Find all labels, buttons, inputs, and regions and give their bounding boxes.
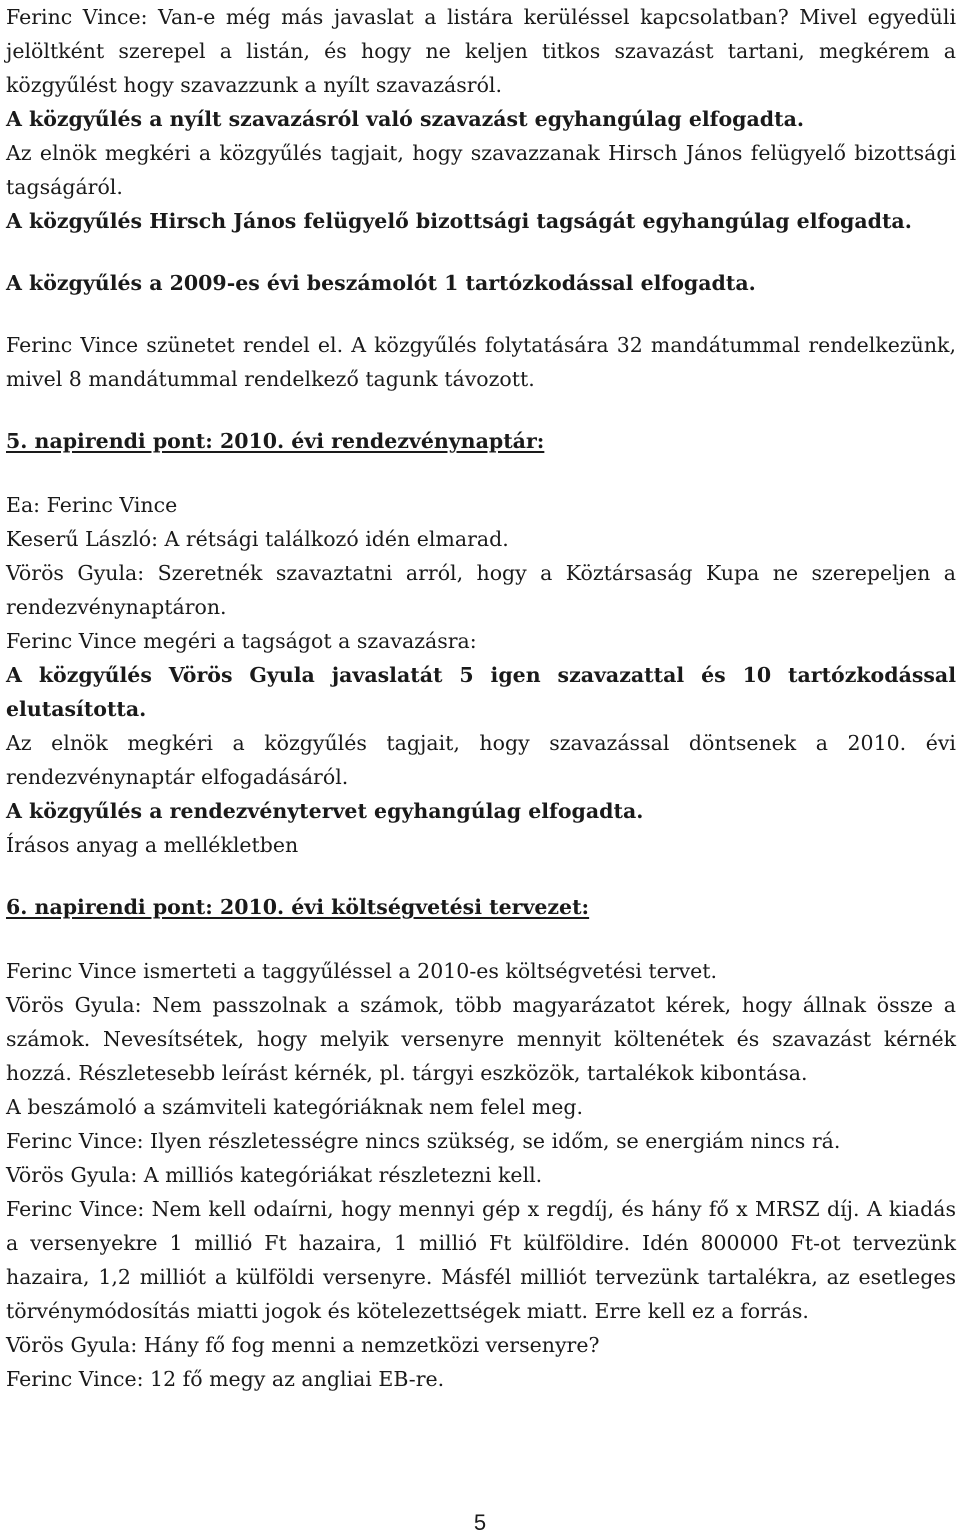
resolution-rejected: A közgyűlés Vörös Gyula javaslatát 5 igen szavazattal és 10 tartózkodással elutasította. <box>6 663 956 721</box>
paragraph-voros-question: Vörös Gyula: Hány fő fog menni a nemzetközi versenyre? <box>6 1333 600 1357</box>
paragraph-calendar-vote: Az elnök megkéri a közgyűlés tagjait, hogy szavazással döntsenek a 2010. évi rendezvénynaptár elfogadásáról. <box>6 731 956 789</box>
paragraph-accounting: A beszámoló a számviteli kategóriáknak nem felel meg. <box>6 1095 583 1119</box>
paragraph-voros-numbers: Vörös Gyula: Nem passzolnak a számok, több magyarázatot kérek, hogy állnak össze a számok. Nevesítsétek, hogy melyik versenyre mennyit költenétek és szavazást kérnék hozzá. Részletesebb leírást kérnék, pl. tárgyi eszközök, tartalékok kibontása. <box>6 993 956 1085</box>
resolution-2009-report: A közgyűlés a 2009-es évi beszámolót 1 tartózkodással elfogadta. <box>6 271 756 295</box>
page-number: 5 <box>473 1510 487 1535</box>
section-heading-5: 5. napirendi pont: 2010. évi rendezvénynaptár: <box>6 429 545 453</box>
paragraph-attachment: Írásos anyag a mellékletben <box>6 833 299 857</box>
paragraph-ferinc-answer: Ferinc Vince: 12 fő megy az angliai EB-re. <box>6 1367 445 1391</box>
resolution-calendar: A közgyűlés a rendezvénytervet egyhangúlag elfogadta. <box>6 799 644 823</box>
paragraph-budget-intro: Ferinc Vince ismerteti a taggyűléssel a 2010-es költségvetési tervet. <box>6 959 718 983</box>
paragraph-break: Ferinc Vince szünetet rendel el. A közgyűlés folytatására 32 mandátummal rendelkezünk, mivel 8 mandátummal rendelkező tagunk távozott. <box>6 333 956 391</box>
paragraph-voros-million: Vörös Gyula: A milliós kategóriákat részletezni kell. <box>6 1163 543 1187</box>
resolution-open-vote: A közgyűlés a nyílt szavazásról való szavazást egyhangúlag elfogadta. <box>6 107 805 131</box>
section-heading-6: 6. napirendi pont: 2010. évi költségvetési tervezet: <box>6 895 590 919</box>
paragraph-ferinc-budget: Ferinc Vince: Nem kell odaírni, hogy mennyi gép x regdíj, és hány fő x MRSZ díj. A kiadás a versenyekre 1 millió Ft hazaira, 1 millió Ft külföldire. Idén 800000 Ft-ot tervezünk hazaira, 1,2 milliót a külföldi versenyre. Másfél milliót tervezünk tartalékra, az esetleges törvénymódosítás miatti jogok és kötelezettségek miatt. Erre kell ez a forrás. <box>6 1197 956 1323</box>
paragraph-presenter: Ea: Ferinc Vince <box>6 493 178 517</box>
paragraph-keseru: Keserű László: A rétsági találkozó idén elmarad. <box>6 527 509 551</box>
resolution-hirsch: A közgyűlés Hirsch János felügyelő bizottsági tagságát egyhangúlag elfogadta. <box>6 209 912 233</box>
paragraph-vote-call: Ferinc Vince megéri a tagságot a szavazásra: <box>6 629 477 653</box>
paragraph-vote-request: Az elnök megkéri a közgyűlés tagjait, hogy szavazzanak Hirsch János felügyelő bizottsági tagságáról. <box>6 141 956 199</box>
paragraph-voros-proposal: Vörös Gyula: Szeretnék szavaztatni arról, hogy a Köztársaság Kupa ne szerepeljen a rendezvénynaptáron. <box>6 561 956 619</box>
document-page <box>6 0 956 1396</box>
paragraph-proposal: Ferinc Vince: Van-e még más javaslat a listára kerüléssel kapcsolatban? Mivel egyedüli jelöltként szerepel a listán, és hogy ne keljen titkos szavazást tartani, megkérem a közgyűlést hogy szavazzunk a nyílt szavazásról. <box>6 5 956 97</box>
paragraph-ferinc-detail: Ferinc Vince: Ilyen részletességre nincs szükség, se időm, se energiám nincs rá. <box>6 1129 841 1153</box>
